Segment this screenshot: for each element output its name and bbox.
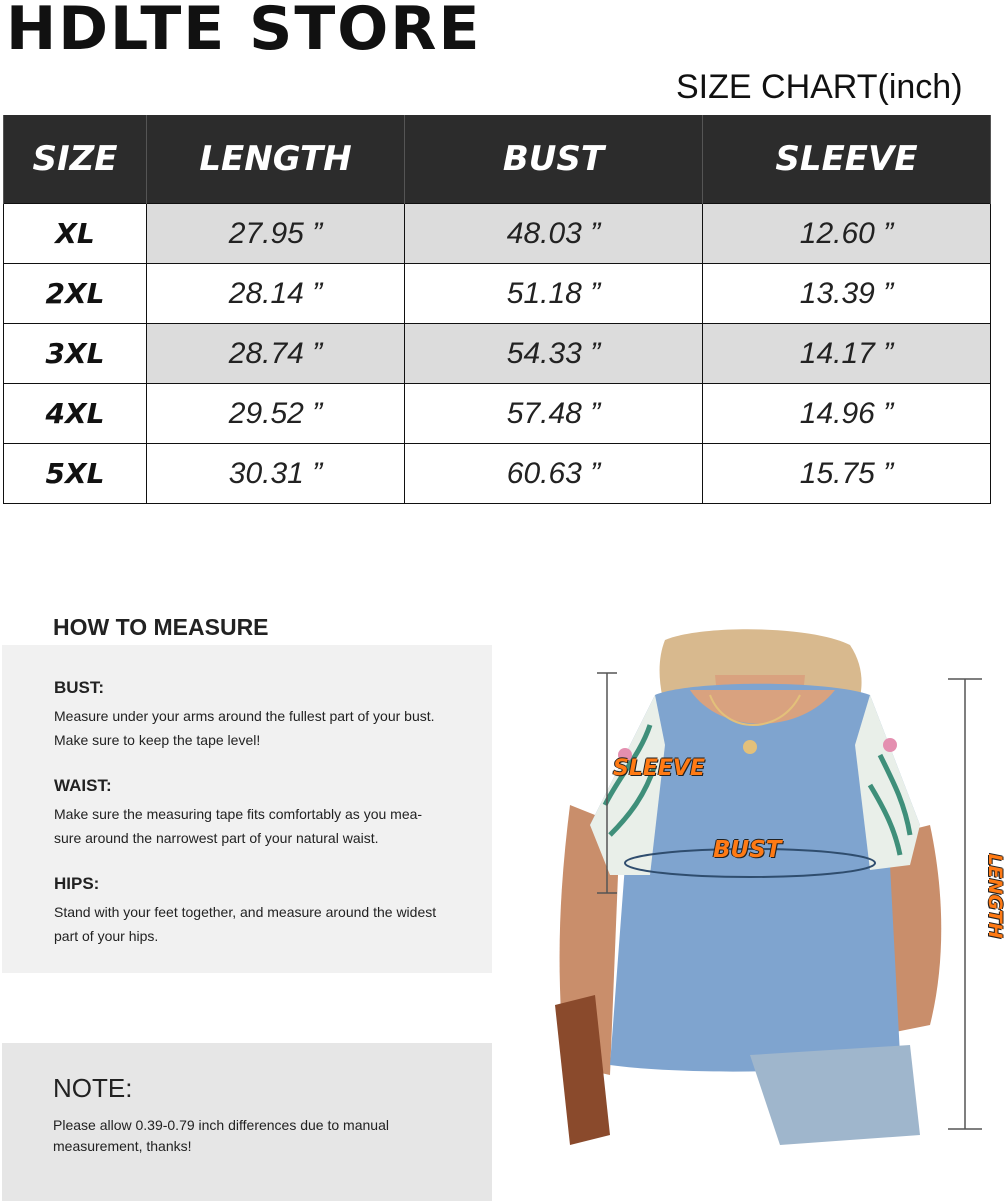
size-cell: 5XL	[4, 444, 147, 504]
hips-title: HIPS:	[54, 874, 100, 893]
sleeve-cell: 13.39 ”	[703, 264, 991, 324]
note-title: NOTE:	[53, 1073, 133, 1103]
length-cell: 27.95 ”	[147, 204, 405, 264]
model-illustration	[550, 635, 1000, 1155]
hips-text-line: part of your hips.	[54, 928, 159, 944]
bust-label: BUST	[713, 837, 782, 863]
waist-title: WAIST:	[54, 776, 112, 795]
waist-text-line: sure around the narrowest part of your natural waist.	[54, 830, 379, 846]
sleeve-cell: 12.60 ”	[703, 204, 991, 264]
waist-instructions	[54, 776, 484, 850]
bust-instructions	[54, 678, 484, 752]
length-cell: 30.31 ”	[147, 444, 405, 504]
flower-dot	[883, 738, 897, 752]
length-cell: 28.74 ”	[147, 324, 405, 384]
header-length: LENGTH	[147, 115, 405, 204]
length-cell: 29.52 ”	[147, 384, 405, 444]
bust-title: BUST:	[54, 678, 105, 697]
sleeve-cell: 14.96 ”	[703, 384, 991, 444]
note-text-line: measurement, thanks!	[53, 1138, 192, 1154]
how-to-measure-heading: HOW TO MEASURE	[53, 614, 269, 640]
hips-instructions	[54, 874, 484, 948]
waist-text-line: Make sure the measuring tape fits comfortably as you mea-	[54, 806, 423, 822]
model-photo	[550, 635, 1000, 1155]
table-row	[4, 444, 991, 504]
table-row	[4, 324, 991, 384]
bust-cell: 57.48 ”	[405, 384, 703, 444]
size-cell: XL	[4, 204, 147, 264]
sleeve-cell: 14.17 ”	[703, 324, 991, 384]
size-cell: 3XL	[4, 324, 147, 384]
length-label: LENGTH	[984, 853, 1006, 939]
sleeve-cell: 15.75 ”	[703, 444, 991, 504]
note-text	[53, 1115, 473, 1157]
how-to-measure-panel	[2, 645, 492, 973]
bust-cell: 51.18 ”	[405, 264, 703, 324]
note-text-line: Please allow 0.39-0.79 inch differences due to manual	[53, 1117, 389, 1133]
size-cell: 4XL	[4, 384, 147, 444]
note-panel	[2, 1043, 492, 1201]
header-bust: BUST	[405, 115, 703, 204]
hips-text-line: Stand with your feet together, and measure around the widest	[54, 904, 437, 920]
necklace-pendant	[743, 740, 757, 754]
table-row	[4, 204, 991, 264]
bust-cell: 48.03 ”	[405, 204, 703, 264]
size-chart-title: SIZE CHART(inch)	[676, 68, 963, 106]
sleeve-label: SLEEVE	[613, 756, 705, 781]
denim-shorts	[750, 1045, 920, 1145]
store-brand-title: HDLTE STORE	[6, 0, 482, 64]
table-header-row	[4, 115, 991, 204]
bust-cell: 54.33 ”	[405, 324, 703, 384]
bust-cell: 60.63 ”	[405, 444, 703, 504]
size-cell: 2XL	[4, 264, 147, 324]
bust-text-line: Measure under your arms around the fullest part of your bust.	[54, 708, 435, 724]
table-row	[4, 384, 991, 444]
length-cell: 28.14 ”	[147, 264, 405, 324]
size-chart-table	[3, 115, 991, 504]
header-size: SIZE	[4, 115, 147, 204]
table-row	[4, 264, 991, 324]
bust-text-line: Make sure to keep the tape level!	[54, 732, 261, 748]
header-sleeve: SLEEVE	[703, 115, 991, 204]
